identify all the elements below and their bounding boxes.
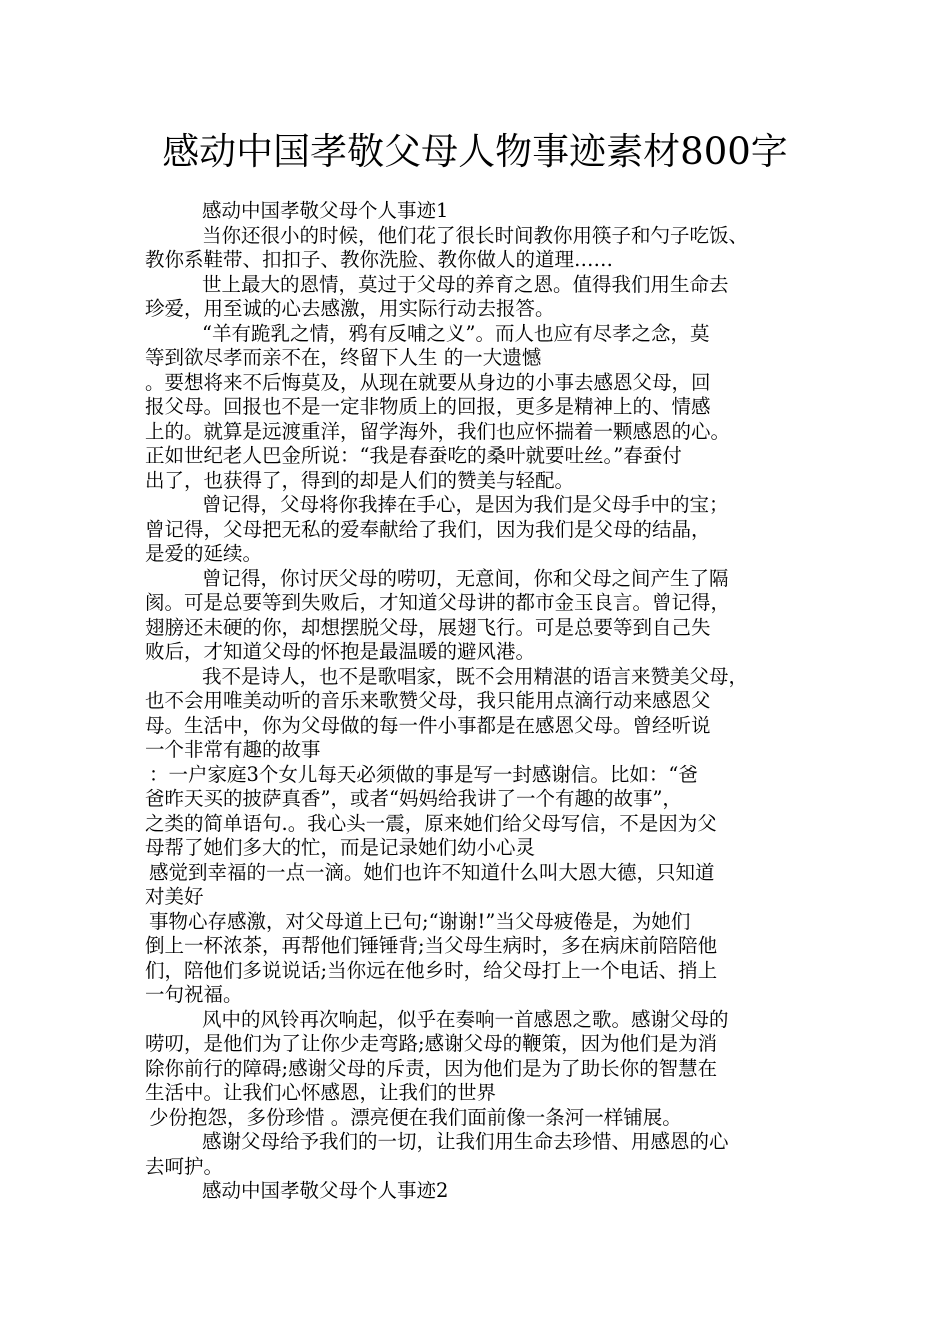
text-line: 感动中国孝敬父母个人事迹2 [202, 1179, 449, 1202]
text-line: 唠叨，是他们为了让你少走弯路;感谢父母的鞭策，因为他们是为消 [145, 1032, 718, 1055]
text-line: ：一户家庭3个女儿每天必须做的事是写一封感谢信。比如：“爸 [149, 762, 698, 786]
text-line: 感动中国孝敬父母个人事迹1 [202, 199, 449, 222]
text-line: 风中的风铃再次响起，似乎在奏响一首感恩之歌。感谢父母的 [202, 1007, 729, 1031]
text-line: “羊有跪乳之情，鸦有反哺之义”。而人也应有尽孝之念，莫 [202, 321, 710, 345]
text-line: 等到欲尽孝而亲不在，终留下人生 的一大遗憾 [145, 346, 542, 369]
text-line: 之类的简单语句.。我心头一震，原来她们给父母写信，不是因为父 [145, 811, 717, 835]
text-line: 对美好 [145, 885, 204, 908]
text-line: 出了，也获得了，得到的却是人们的赞美与轻配。 [145, 468, 575, 492]
text-line: 感谢父母给予我们的一切，让我们用生命去珍惜、用感恩的心 [202, 1130, 729, 1153]
text-line: 生活中。让我们心怀感恩，让我们的世界 [145, 1081, 497, 1104]
text-line: 世上最大的恩情，莫过于父母的养育之恩。值得我们用生命去 [202, 272, 729, 296]
text-line: 少份抱怨，多份珍惜 。漂亮便在我们面前像一条河一样铺展。 [149, 1105, 682, 1129]
text-line: 曾记得，你讨厌父母的唠叨，无意间，你和父母之间产生了隔 [202, 566, 729, 590]
text-line: 感觉到幸福的一点一滴。她们也许不知道什么叫大恩大德，只知道 [149, 860, 715, 884]
text-line: 母。生活中，你为父母做的每一件小事都是在感恩父母。曾经听说 [145, 713, 711, 737]
text-line: 报父母。回报也不是一定非物质上的回报，更多是精神上的、情感 [145, 395, 711, 418]
text-line: 正如世纪老人巴金所说：“我是春蚕吃的桑叶就要吐丝。”春蚕付 [145, 444, 682, 467]
text-line: 母帮了她们多大的忙，而是记录她们幼小心灵 [145, 836, 536, 859]
text-line: 倒上一杯浓茶，再帮他们锤锤背;当父母生病时，多在病床前陪陪他 [145, 934, 718, 957]
text-line: 曾记得，父母把无私的爱奉献给了我们，因为我们是父母的结晶， [145, 517, 711, 541]
text-line: 也不会用唯美动听的音乐来歌赞父母，我只能用点滴行动来感恩父 [145, 689, 711, 712]
text-line: 去呵护。 [145, 1154, 224, 1178]
text-line: 败后，才知道父母的怀抱是最温暖的避风港。 [145, 640, 536, 663]
text-line: 事物心存感激，对父母道上已句;“谢谢!”当父母疲倦是，为她们 [149, 909, 691, 933]
text-line: 一个非常有趣的故事 [145, 738, 321, 761]
document-title: 感动中国孝敬父母人物事迹素材800字 [162, 130, 788, 173]
text-line: 。要想将来不后悔莫及，从现在就要从身边的小事去感恩父母，回 [145, 370, 711, 394]
text-line: 珍爱，用至诚的心去感激，用实际行动去报答。 [145, 297, 555, 320]
text-line: 爸昨天买的披萨真香”，或者“妈妈给我讲了一个有趣的故事”， [145, 787, 682, 810]
text-line: 是爱的延续。 [145, 542, 263, 565]
text-line: 翅膀还未硬的你，却想摆脱父母，展翅飞行。可是总要等到自己失 [145, 615, 711, 639]
text-line: 一句祝福。 [145, 983, 243, 1006]
text-line: 曾记得，父母将你我捧在手心，是因为我们是父母手中的宝； [202, 493, 729, 516]
text-line: 除你前行的障碍;感谢父母的斥责，因为他们是为了助长你的智慧在 [145, 1056, 718, 1080]
text-line: 上的。就算是远渡重洋，留学海外，我们也应怀揣着一颗感恩的心。 [145, 419, 731, 443]
text-line: 教你系鞋带、扣扣子、教你洗脸、教你做人的道理…… [145, 248, 614, 271]
text-line: 们，陪他们多说说话;当你远在他乡时，给父母打上一个电话、捎上 [145, 958, 718, 982]
text-line: 阂。可是总要等到失败后，才知道父母讲的都市金玉良言。曾记得， [145, 591, 731, 614]
text-line: 当你还很小的时候，他们花了很长时间教你用筷子和勺子吃饭、 [202, 223, 749, 247]
text-line: 我不是诗人，也不是歌唱家，既不会用精湛的语言来赞美父母， [202, 664, 749, 688]
document-body [145, 199, 815, 1204]
